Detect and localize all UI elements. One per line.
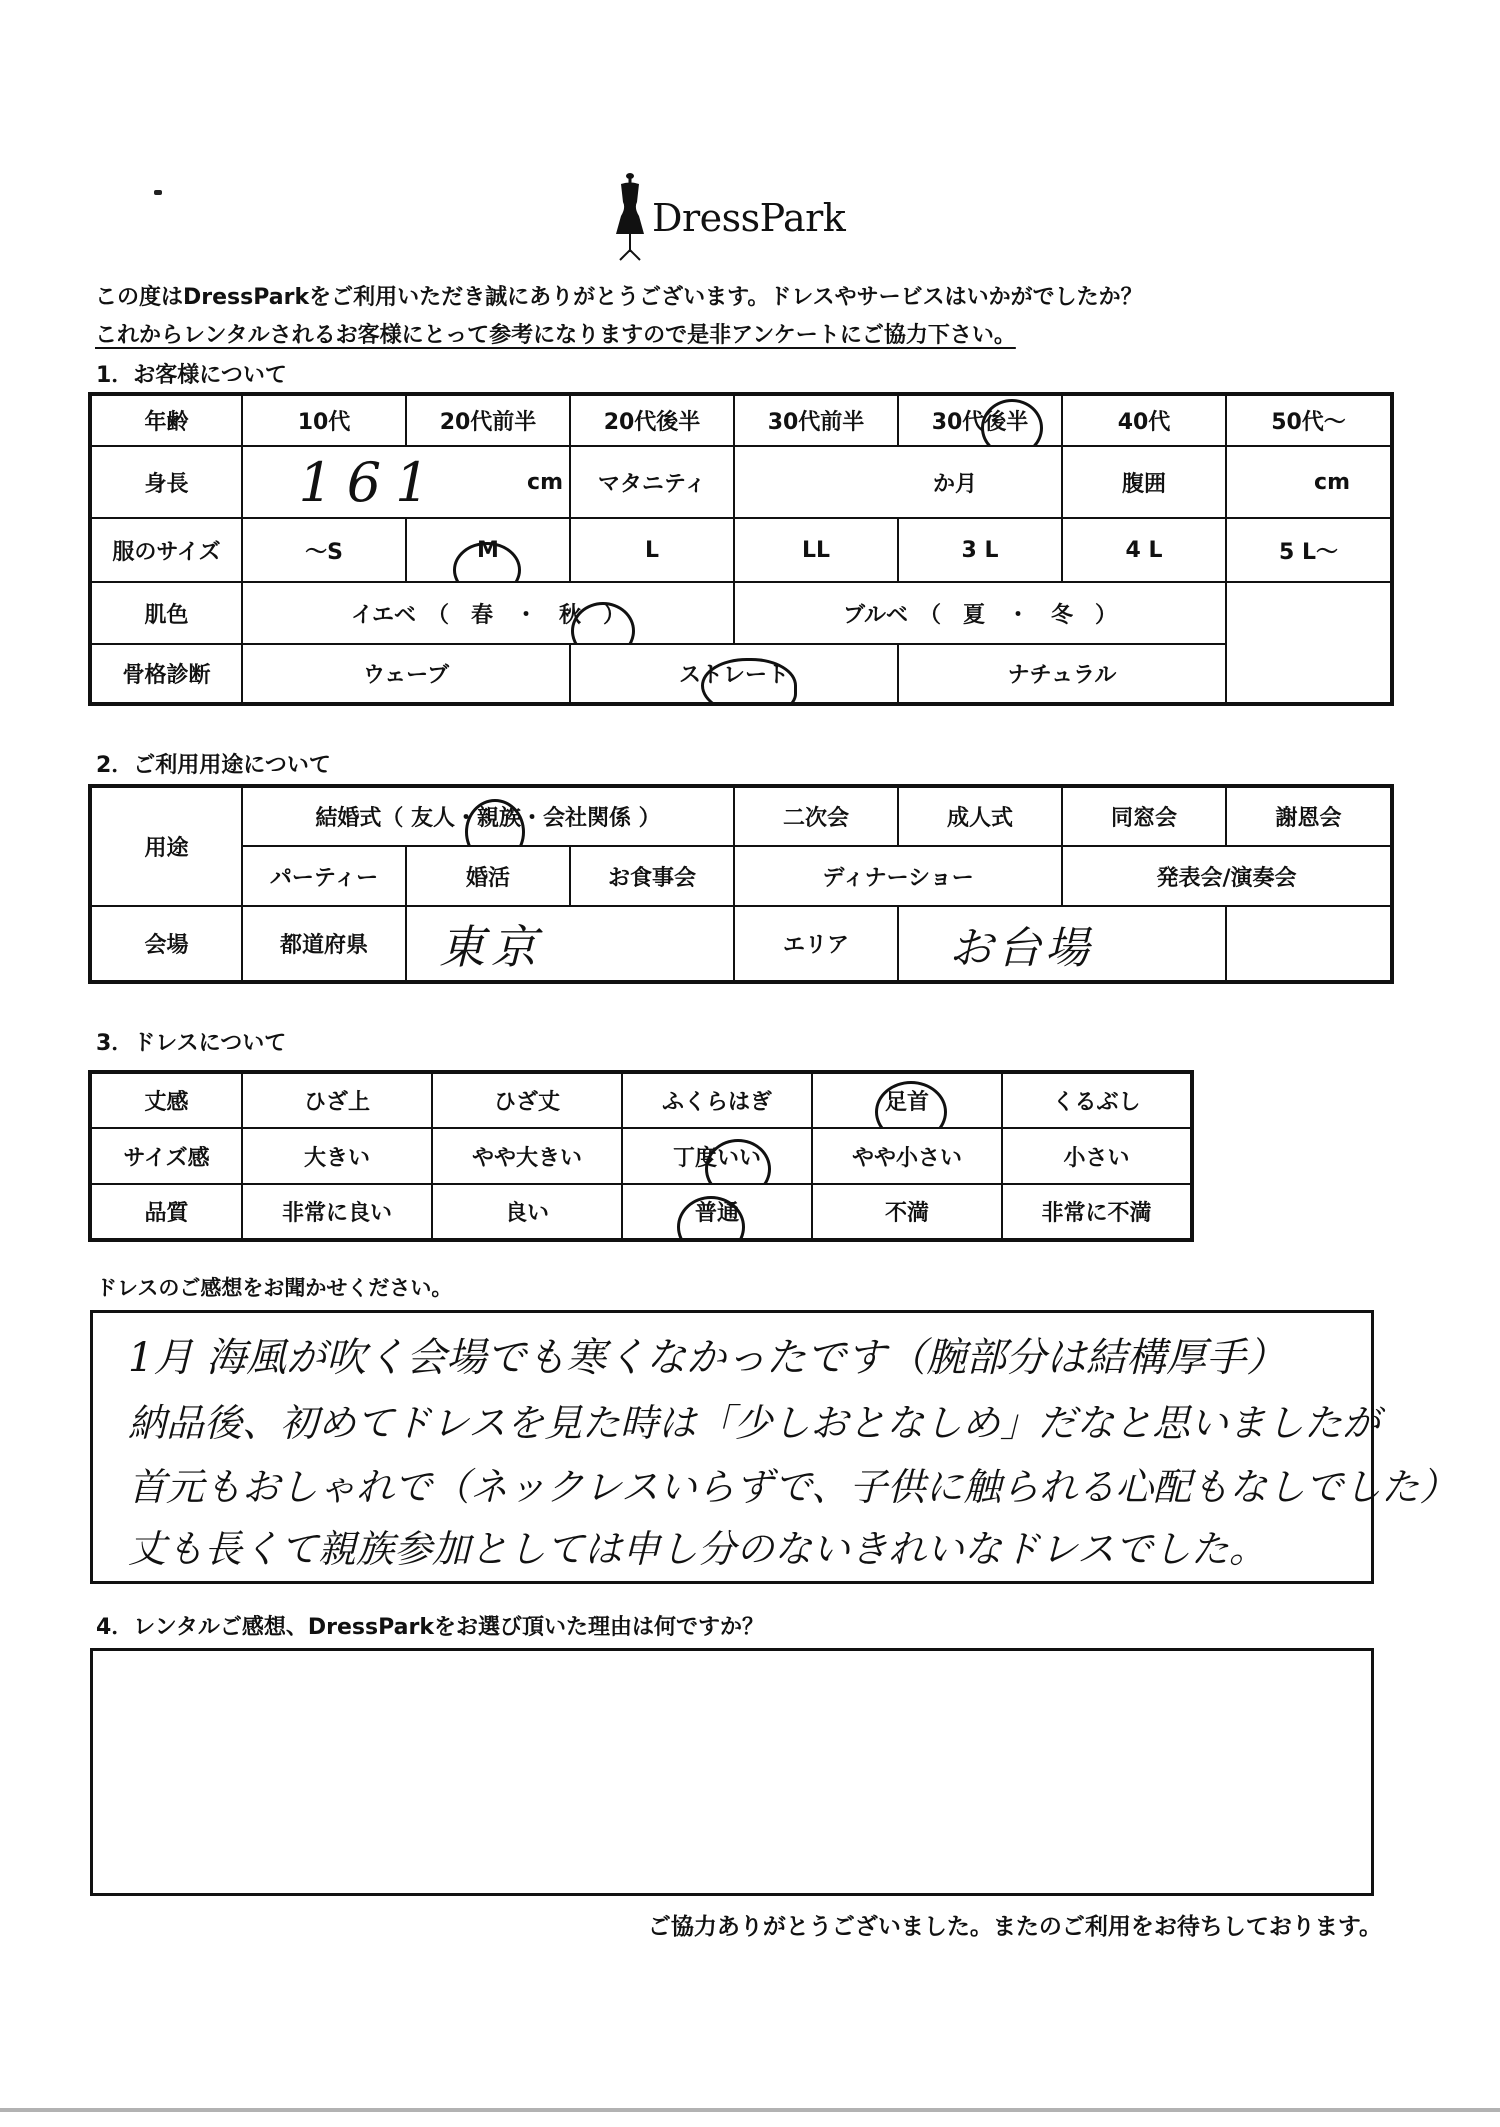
age-option[interactable]: 50代～ [1226, 394, 1392, 446]
wedding-option-label: 結婚式（ 友人・親族・会社関係 ） [315, 806, 661, 831]
scan-speck [154, 190, 162, 195]
fit-option[interactable]: やや大きい [432, 1128, 622, 1184]
height-field[interactable] [242, 446, 570, 518]
purpose-option[interactable]: 婚活 [406, 846, 570, 906]
length-option[interactable]: くるぶし [1002, 1072, 1192, 1128]
yellow-base-label: イエベ （ 春 ・ 秋 ） [350, 602, 626, 628]
fit-option-label: 丁度いい [672, 1145, 761, 1171]
fit-option[interactable]: 大きい [242, 1128, 432, 1184]
purpose-option[interactable]: パーティー [242, 846, 406, 906]
quality-option-selected[interactable] [622, 1184, 812, 1240]
quality-option[interactable]: 非常に不満 [1002, 1184, 1192, 1240]
quality-option[interactable]: 非常に良い [242, 1184, 432, 1240]
intro-line-1: この度はDressParkをご利用いただき誠にありがとうございます。ドレスやサービスはいかがでしたか？ [95, 285, 1143, 310]
quality-option[interactable]: 良い [432, 1184, 622, 1240]
section-4-title: 4．レンタルご感想、DressParkをお選び頂いた理由は何ですか？ [96, 1615, 764, 1640]
fit-option-selected[interactable] [622, 1128, 812, 1184]
usage-table [88, 784, 1394, 984]
blue-base-option[interactable]: ブルベ （ 夏 ・ 冬 ） [734, 582, 1226, 644]
section-3-title: 3．ドレスについて [96, 1031, 287, 1056]
comment-prompt: ドレスのご感想をお聞かせください。 [96, 1276, 453, 1300]
comment-line: 首元もおしゃれで（ネックレスいらずで、子供に触られる心配もなしでした） [128, 1465, 1458, 1509]
maternity-unit: か月 [932, 471, 977, 497]
purpose-option[interactable]: 謝恩会 [1226, 786, 1392, 846]
wedding-option[interactable] [242, 786, 734, 846]
area-value: お台場 [949, 922, 1094, 974]
size-option[interactable]: LL [734, 518, 898, 582]
age-option[interactable]: 20代後半 [570, 394, 734, 446]
size-option[interactable]: ～S [242, 518, 406, 582]
empty-cell [1226, 906, 1392, 982]
purpose-option[interactable]: お食事会 [570, 846, 734, 906]
empty-cell [1226, 582, 1392, 644]
closing-message: ご協力ありがとうございました。またのご利用をお待ちしております。 [647, 1914, 1382, 1940]
mannequin-icon [614, 172, 646, 262]
logo-wordmark: DressPark [652, 196, 846, 240]
dresspark-logo [600, 168, 860, 268]
section-2-title: 2．ご利用用途について [96, 753, 331, 778]
maternity-field[interactable] [734, 446, 1062, 518]
area-field[interactable] [898, 906, 1226, 982]
prefecture-value: 東京 [439, 919, 543, 974]
size-label: 服のサイズ [90, 518, 242, 582]
age-option[interactable]: 30代前半 [734, 394, 898, 446]
waist-label: 腹囲 [1062, 446, 1226, 518]
height-unit: cm [527, 469, 563, 495]
age-label: 年齢 [90, 394, 242, 446]
age-option[interactable]: 40代 [1062, 394, 1226, 446]
purpose-label: 用途 [90, 786, 242, 906]
dress-table [88, 1070, 1194, 1242]
prefecture-field[interactable] [406, 906, 734, 982]
length-option[interactable]: ひざ上 [242, 1072, 432, 1128]
quality-option[interactable]: 不満 [812, 1184, 1002, 1240]
purpose-option[interactable]: 成人式 [898, 786, 1062, 846]
height-value: 161 [298, 450, 444, 514]
length-option-selected[interactable] [812, 1072, 1002, 1128]
area-label: エリア [734, 906, 898, 982]
frame-option[interactable]: ウェーブ [242, 644, 570, 704]
purpose-option[interactable]: 二次会 [734, 786, 898, 846]
fit-option[interactable]: やや小さい [812, 1128, 1002, 1184]
waist-field[interactable] [1226, 446, 1392, 518]
skin-label: 肌色 [90, 582, 242, 644]
size-option-selected[interactable] [406, 518, 570, 582]
purpose-option[interactable]: 同窓会 [1062, 786, 1226, 846]
section-1-title: 1．お客様について [96, 363, 287, 388]
scan-edge-line [0, 2108, 1500, 2112]
venue-label: 会場 [90, 906, 242, 982]
size-option[interactable]: 4 L [1062, 518, 1226, 582]
length-option[interactable]: ふくらはぎ [622, 1072, 812, 1128]
intro-line-2: これからレンタルされるお客様にとって参考になりますので是非アンケートにご協力下さい。 [95, 323, 1016, 348]
comment-line: 1月 海風が吹く会場でも寒くなかったです（腕部分は結構厚手） [128, 1335, 1287, 1381]
frame-option-label: ストレート [678, 663, 789, 688]
size-option[interactable]: L [570, 518, 734, 582]
empty-cell [1226, 644, 1392, 704]
length-option[interactable]: ひざ丈 [432, 1072, 622, 1128]
prefecture-label: 都道府県 [242, 906, 406, 982]
fit-option[interactable]: 小さい [1002, 1128, 1192, 1184]
fit-label: サイズ感 [90, 1128, 242, 1184]
waist-unit: cm [1314, 469, 1350, 495]
maternity-label: マタニティ [570, 446, 734, 518]
height-label: 身長 [90, 446, 242, 518]
age-option-selected[interactable] [898, 394, 1062, 446]
frame-option-selected[interactable] [570, 644, 898, 704]
size-option-label: M [477, 537, 499, 563]
purpose-option[interactable]: 発表会/演奏会 [1062, 846, 1392, 906]
age-option[interactable]: 10代 [242, 394, 406, 446]
length-label: 丈感 [90, 1072, 242, 1128]
quality-label: 品質 [90, 1184, 242, 1240]
length-option-label: 足首 [884, 1090, 929, 1115]
comment-line: 丈も長くて親族参加としては申し分のないきれいなドレスでした。 [128, 1527, 1267, 1571]
yellow-base-option[interactable] [242, 582, 734, 644]
age-option-label: 30代後半 [931, 410, 1029, 435]
purpose-option[interactable]: ディナーショー [734, 846, 1062, 906]
rental-feedback-box[interactable] [90, 1648, 1374, 1896]
age-option[interactable]: 20代前半 [406, 394, 570, 446]
customer-info-table [88, 392, 1394, 706]
quality-option-label: 普通 [694, 1201, 739, 1226]
size-option[interactable]: 5 L～ [1226, 518, 1392, 582]
comment-line: 納品後、初めてドレスを見た時は「少しおとなしめ」だなと思いましたが [128, 1401, 1381, 1445]
frame-option[interactable]: ナチュラル [898, 644, 1226, 704]
size-option[interactable]: 3 L [898, 518, 1062, 582]
frame-label: 骨格診断 [90, 644, 242, 704]
